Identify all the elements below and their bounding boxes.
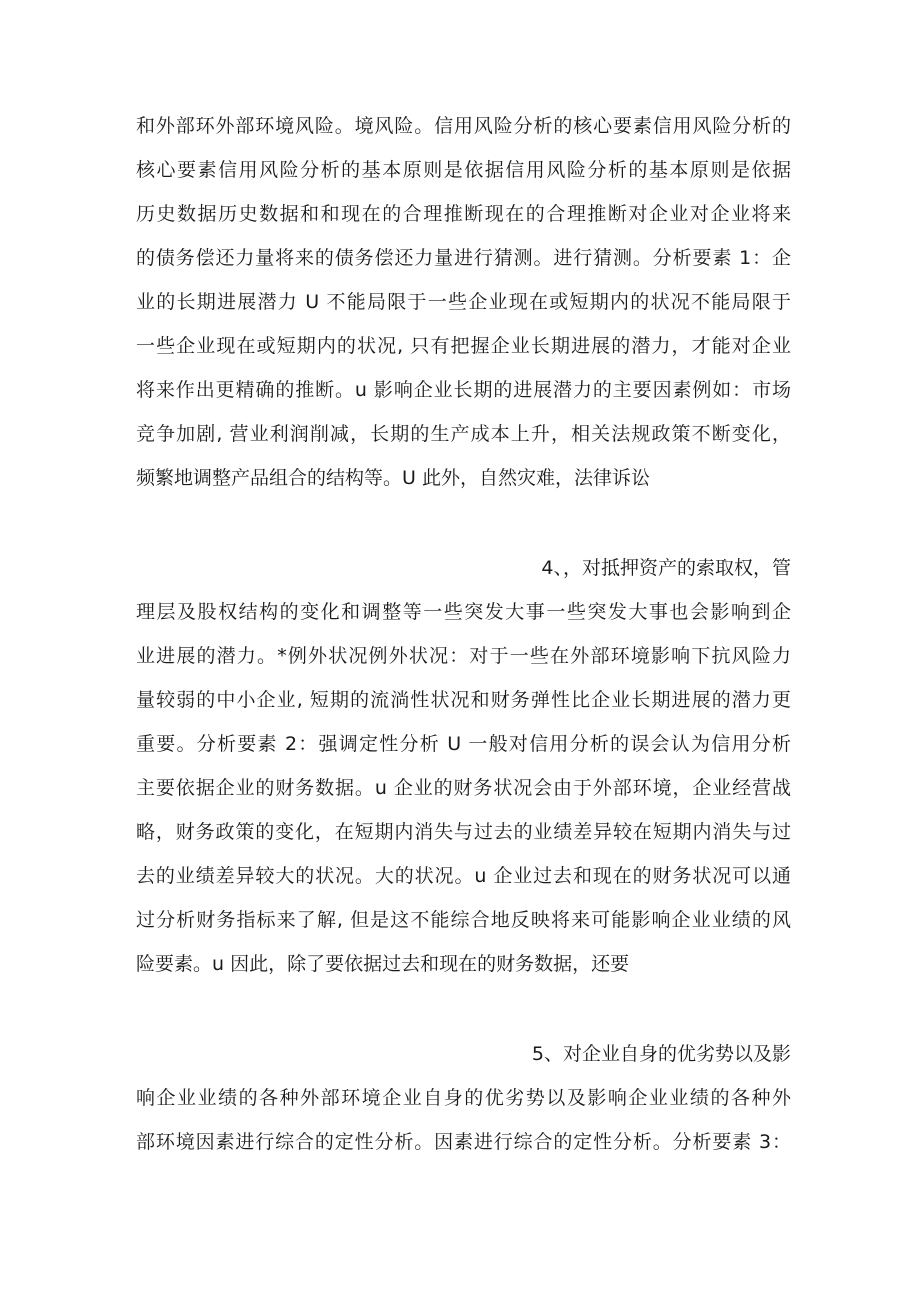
- text-line: 竞争加剧, 营业利润削减，长期的生产成本上升，相关法规政策不断变化，: [136, 423, 791, 445]
- text-line: 理层及股权结构的变化和调整等一些突发大事一些突发大事也会影响到企: [136, 601, 791, 623]
- text-line: 业的长期进展潜力 U 不能局限于一些企业现在或短期内的状况不能局限于: [136, 291, 791, 313]
- text-line: 量较弱的中小企业, 短期的流淌性状况和财务弹性比企业长期进展的潜力更: [136, 689, 791, 711]
- text-line: 频繁地调整产品组合的结构等。U 此外，自然灾难，法律诉讼: [136, 467, 650, 489]
- text-line: 险要素。u 因此，除了要依据过去和现在的财务数据，还要: [136, 953, 630, 975]
- text-line: 业进展的潜力。*例外状况例外状况：对于一些在外部环境影响下抗风险力: [136, 645, 791, 667]
- paragraph-3: [136, 1032, 791, 1164]
- text-line: 一些企业现在或短期内的状况, 只有把握企业长期进展的潜力，才能对企业: [136, 335, 791, 357]
- text-line: 历史数据历史数据和和现在的合理推断现在的合理推断对企业对企业将来: [136, 203, 791, 225]
- text-line: 核心要素信用风险分析的基本原则是依据信用风险分析的基本原则是依据: [136, 159, 791, 181]
- text-line: 5、对企业自身的优劣势以及影: [531, 1043, 791, 1065]
- text-line: 的债务偿还力量将来的债务偿还力量进行猜测。进行猜测。分析要素 1：企: [136, 247, 791, 269]
- text-line: 和外部环外部环境风险。境风险。信用风险分析的核心要素信用风险分析的: [136, 115, 791, 137]
- text-line: 过分析财务指标来了解, 但是这不能综合地反映将来可能影响企业业绩的风: [136, 909, 791, 931]
- text-line: 主要依据企业的财务数据。u 企业的财务状况会由于外部环境，企业经营战: [136, 777, 791, 799]
- paragraph-2: [136, 546, 791, 986]
- text-line: 部环境因素进行综合的定性分析。因素进行综合的定性分析。分析要素 3：: [136, 1131, 791, 1153]
- text-line: 略，财务政策的变化，在短期内消失与过去的业绩差异较在短期内消失与过: [136, 821, 791, 843]
- text-line: 去的业绩差异较大的状况。大的状况。u 企业过去和现在的财务状况可以通: [136, 865, 791, 887]
- text-line: 将来作出更精确的推断。u 影响企业长期的进展潜力的主要因素例如：市场: [136, 379, 791, 401]
- paragraph-1: [136, 104, 791, 500]
- text-line: 响企业业绩的各种外部环境企业自身的优劣势以及影响企业业绩的各种外: [136, 1087, 791, 1109]
- text-line: 重要。分析要素 2：强调定性分析 U 一般对信用分析的误会认为信用分析: [136, 733, 791, 755]
- text-line: 4、，对抵押资产的索取权，管: [541, 557, 791, 579]
